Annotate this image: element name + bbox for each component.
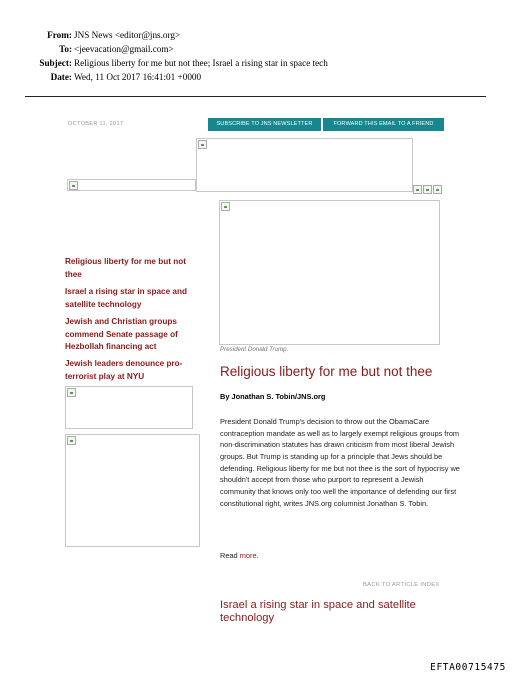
broken-image-icon (198, 140, 207, 149)
from-label: From: (47, 30, 72, 40)
read-more (220, 551, 259, 560)
from-value: JNS News <editor@jns.org> (74, 30, 181, 40)
sidebar-link-1[interactable]: Religious liberty for me but not thee (65, 257, 186, 279)
sidebar-link-2[interactable]: Israel a rising star in space and satellite technology (65, 287, 187, 309)
forward-email-button[interactable]: FORWARD THIS EMAIL TO A FRIEND (323, 118, 444, 131)
sidebar-link-3[interactable]: Jewish and Christian groups commend Senate passage of Hezbollah financing act (65, 317, 178, 351)
article-title[interactable]: Religious liberty for me but not thee (220, 364, 433, 379)
document-id: EFTA00715475 (430, 662, 506, 673)
to-value: <jeevacation@gmail.com> (74, 44, 174, 54)
from-row (0, 28, 512, 42)
date-value: Wed, 11 Oct 2017 16:41:01 +0000 (74, 72, 202, 82)
back-to-index-link[interactable]: BACK TO ARTICLE INDEX (363, 582, 440, 588)
social-icon-1[interactable] (413, 185, 422, 194)
article-byline: By Jonathan S. Tobin/JNS.org (220, 392, 326, 401)
logo-image-placeholder (67, 179, 196, 191)
banner-image-placeholder (196, 138, 413, 192)
date-row (0, 70, 512, 84)
broken-image-icon (67, 436, 76, 445)
subscribe-button[interactable]: SUBSCRIBE TO JNS NEWSLETTER (208, 118, 321, 131)
broken-image-icon (69, 181, 78, 190)
social-icon-3[interactable] (433, 185, 442, 194)
to-label: To: (59, 44, 72, 54)
email-header (0, 28, 512, 84)
broken-image-icon (67, 388, 76, 397)
header-divider (25, 96, 486, 97)
subject-label: Subject: (39, 58, 72, 68)
newsletter-date: OCTOBER 11, 2017 (68, 121, 124, 127)
article-image-placeholder (219, 200, 440, 345)
article-body: President Donald Trump's decision to throw out the ObamaCare contraception mandate as well as to largely exempt religious groups from non-discrimination statutes has drawn criticism from most liberal Jewish groups. But Trump is standing up for a principle that Jews should be defending. Religious liberty for me but not thee is the sort of hypocrisy we shouldn't accept from those who purport to represent a Jewish community that knows only too well the importance of defending our first constitutional right, writes JNS.org columnist Jonathan S. Tobin. (220, 417, 460, 508)
read-more-prefix: Read (220, 551, 240, 560)
read-more-link[interactable]: more. (239, 551, 259, 560)
image-caption: President Donald Trump. (220, 346, 289, 353)
next-article-title[interactable]: Israel a rising star in space and satellite technology (220, 599, 416, 624)
sidebar-ad-placeholder-1 (65, 386, 193, 429)
date-label: Date: (50, 72, 72, 82)
subject-row (0, 56, 512, 70)
to-row (0, 42, 512, 56)
subject-value: Religious liberty for me but not thee; Israel a rising star in space tech (74, 58, 328, 68)
social-icon-2[interactable] (423, 185, 432, 194)
broken-image-icon (221, 202, 230, 211)
sidebar-ad-placeholder-2 (65, 434, 200, 547)
sidebar-link-4[interactable]: Jewish leaders denounce pro-terrorist play at NYU (65, 359, 183, 381)
